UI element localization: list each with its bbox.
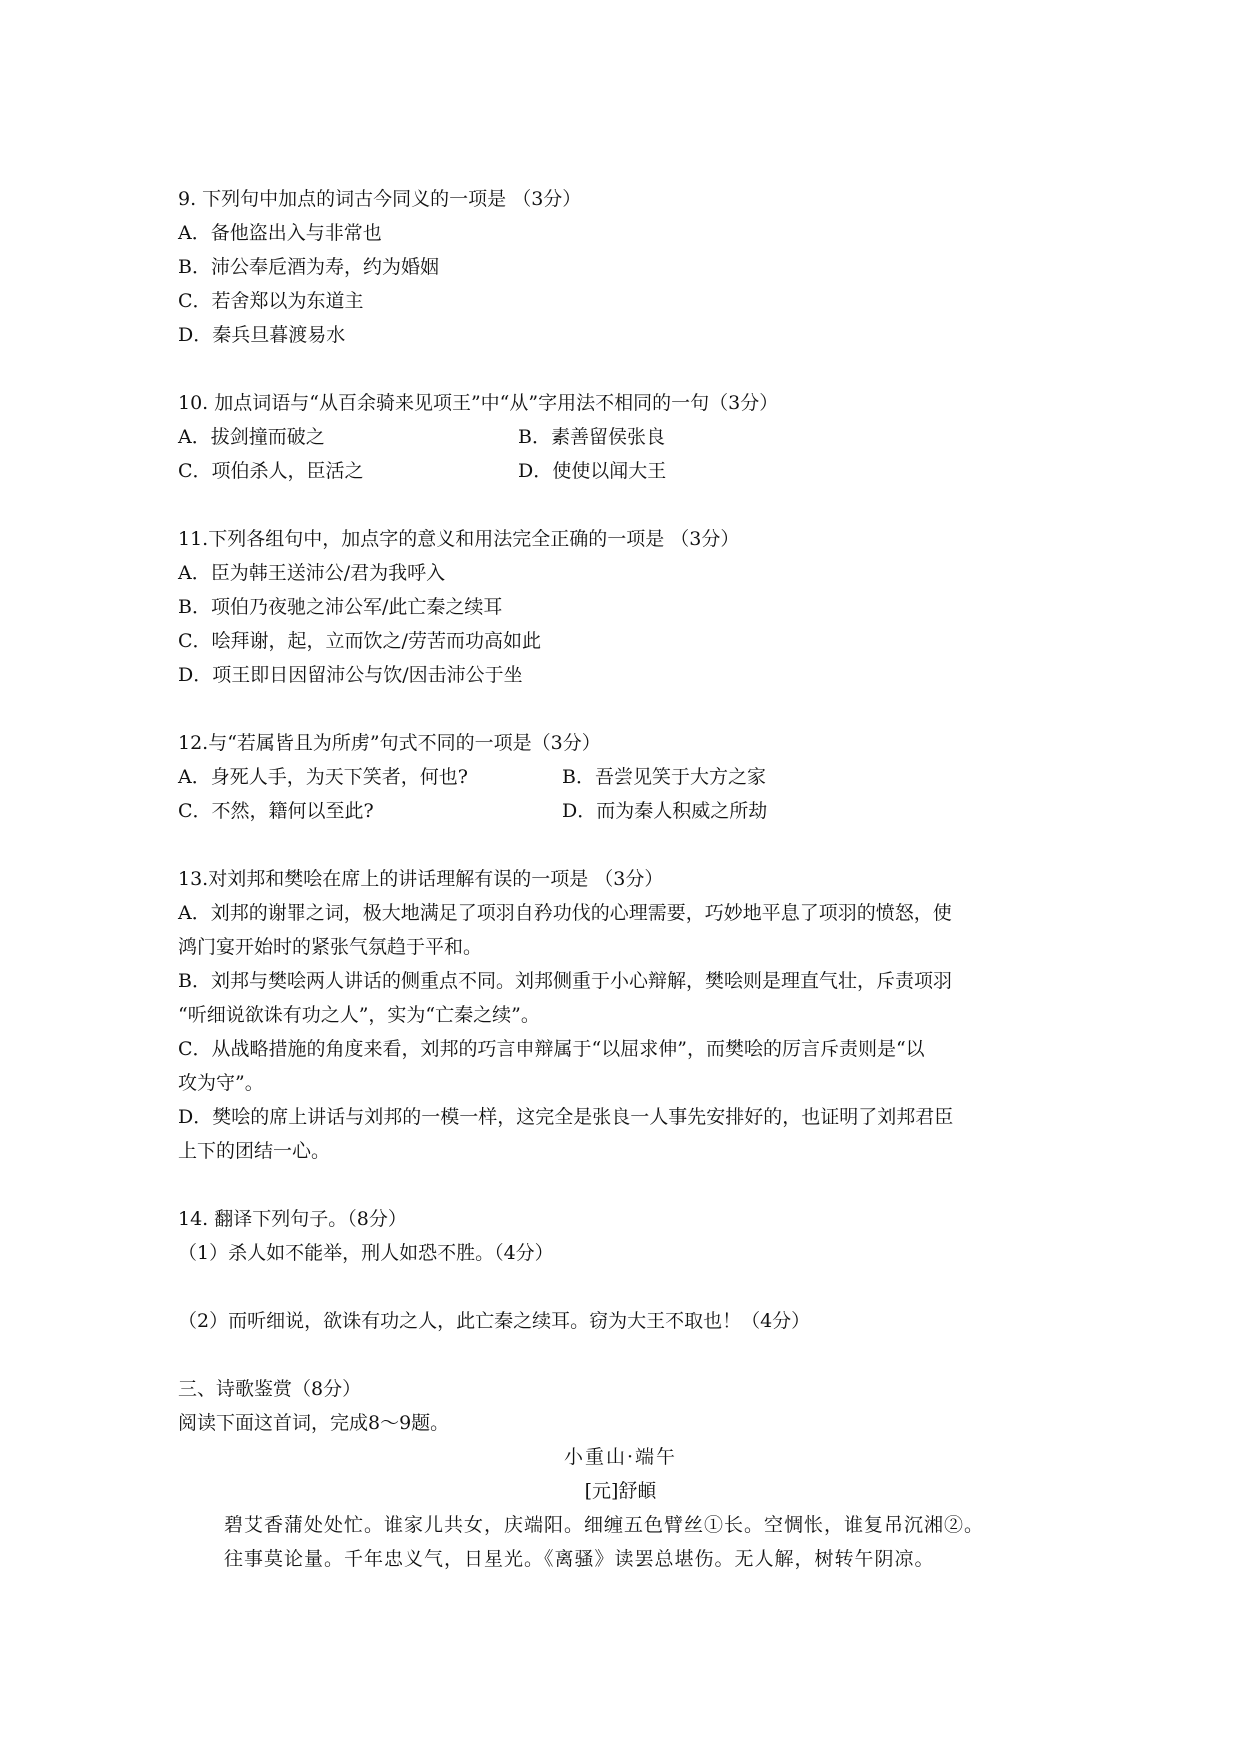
- q12-option-c: C．不然，籍何以至此?: [178, 800, 374, 822]
- poem-author: [元]舒頔: [584, 1480, 657, 1502]
- q13-line-8: 上下的团结一心。: [178, 1140, 331, 1162]
- section3-instruction: 阅读下面这首词，完成8～9题。: [178, 1412, 450, 1434]
- q12-stem: 12.与“若属皆且为所虏”句式不同的一项是（3分）: [178, 732, 601, 754]
- q13-line-1: A．刘邦的谢罪之词，极大地满足了项羽自矜功伐的心理需要，巧妙地平息了项羽的愤怒，使: [178, 902, 952, 924]
- q13-line-5: C．从战略措施的角度来看，刘邦的巧言申辩属于“以屈求伸”，而樊哙的厉言斥责则是“以: [178, 1038, 925, 1060]
- q11-option-b: B．项伯乃夜驰之沛公军/此亡秦之续耳: [178, 596, 503, 618]
- poem-line-1: 碧艾香蒲处处忙。谁家儿共女，庆端阳。细缠五色臂丝①长。空惆怅，谁复吊沉湘②。: [224, 1514, 985, 1536]
- section3-heading: 三、诗歌鉴赏（8分）: [178, 1378, 362, 1400]
- q13-stem: 13.对刘邦和樊哙在席上的讲话理解有误的一项是 （3分）: [178, 868, 664, 890]
- q10-option-d: D．使使以闻大王: [518, 460, 667, 482]
- q13-line-6: 攻为守”。: [178, 1072, 264, 1094]
- q10-option-c: C．项伯杀人，臣活之: [178, 460, 364, 482]
- q11-option-a: A．臣为韩王送沛公/君为我呼入: [178, 562, 446, 584]
- q9-option-b: B．沛公奉卮酒为寿，约为婚姻: [178, 256, 439, 278]
- q13-line-2: 鸿门宴开始时的紧张气氛趋于平和。: [178, 936, 483, 958]
- q12-option-d: D．而为秦人积威之所劫: [562, 800, 768, 822]
- q10-option-b: B．素善留侯张良: [518, 426, 665, 448]
- q10-option-a: A．拔剑撞而破之: [178, 426, 325, 448]
- q14-stem: 14. 翻译下列句子。（8分）: [178, 1208, 407, 1230]
- q14-item-2: （2）而听细说，欲诛有功之人，此亡秦之续耳。窃为大王不取也！（4分）: [178, 1310, 811, 1332]
- q9-stem: 9. 下列句中加点的词古今同义的一项是 （3分）: [178, 188, 582, 210]
- q14-item-1: （1）杀人如不能举，刑人如恐不胜。（4分）: [178, 1242, 554, 1264]
- q9-option-a: A．备他盗出入与非常也: [178, 222, 382, 244]
- poem-title: 小重山·端午: [563, 1446, 678, 1468]
- q13-line-7: D．樊哙的席上讲话与刘邦的一模一样，这完全是张良一人事先安排好的，也证明了刘邦君臣: [178, 1106, 954, 1128]
- q10-stem: 10. 加点词语与“从百余骑来见项王”中“从”字用法不相同的一句（3分）: [178, 392, 779, 414]
- q9-option-d: D．秦兵旦暮渡易水: [178, 324, 346, 346]
- q11-option-c: C．哙拜谢，起，立而饮之/劳苦而功高如此: [178, 630, 541, 652]
- q13-line-4: “听细说欲诛有功之人”，实为“亡秦之续”。: [178, 1004, 540, 1026]
- q13-line-3: B．刘邦与樊哙两人讲话的侧重点不同。刘邦侧重于小心辩解，樊哙则是理直气壮，斥责项羽: [178, 970, 952, 992]
- q11-stem: 11.下列各组句中，加点字的意义和用法完全正确的一项是 （3分）: [178, 528, 740, 550]
- q9-option-c: C．若舍郑以为东道主: [178, 290, 364, 312]
- q12-option-b: B．吾尝见笑于大方之家: [562, 766, 766, 788]
- poem-line-2: 往事莫论量。千年忠义气，日星光。《离骚》读罢总堪伤。无人解，树转午阴凉。: [224, 1548, 935, 1570]
- q12-option-a: A．身死人手，为天下笑者，何也?: [178, 766, 468, 788]
- q11-option-d: D．项王即日因留沛公与饮/因击沛公于坐: [178, 664, 523, 686]
